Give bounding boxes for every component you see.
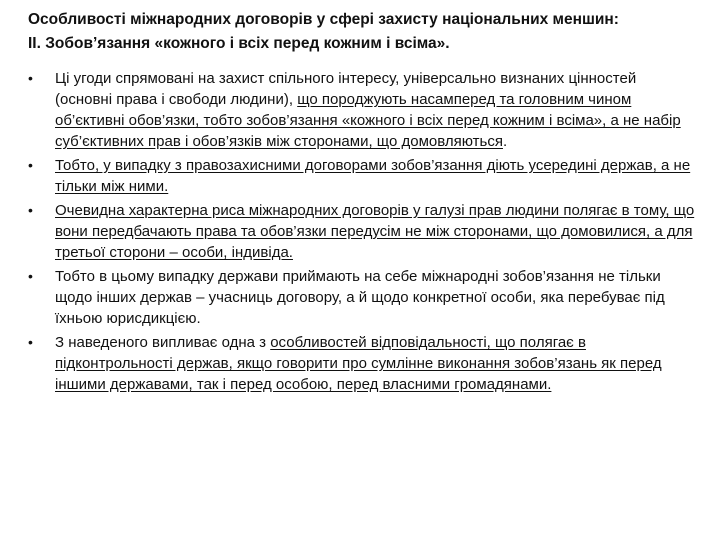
bullet-1-end-text: . bbox=[502, 133, 508, 150]
title-line-1: Особливості міжнародних договорів у сфері захисту національних меншин: bbox=[28, 11, 619, 28]
bullet-item-3 bbox=[28, 200, 696, 263]
bullet-3-underlined-text: Очевидна характерна риса міжнародних договорів у галузі прав людини полягає в тому, що вони передбачають права та обов’язки передусім не між сторонами, що домовилися, а для третьої сторони – особи, індивіда. bbox=[55, 202, 695, 261]
bullet-dot-icon: • bbox=[28, 334, 33, 350]
bullet-5-text: З наведеного випливає одна з bbox=[55, 334, 271, 351]
bullet-item-2 bbox=[28, 155, 696, 197]
bullet-list bbox=[28, 68, 696, 395]
bullet-4-text: Тобто в цьому випадку держави приймають на себе міжнародні зобов’язання не тільки щодо інших держав – учасниць договору, а й щодо конкретної особи, яка перебуває під їхньою юрисдикцією. bbox=[55, 268, 665, 327]
bullet-item-5 bbox=[28, 332, 696, 395]
bullet-item-4 bbox=[28, 266, 696, 329]
bullet-dot-icon: • bbox=[28, 268, 33, 284]
bullet-dot-icon: • bbox=[28, 202, 33, 218]
bullet-1-text: Ці угоди спрямовані на захист спільного інтересу, універсально визнаних цінностей (основні права і свободи людини), bbox=[55, 70, 637, 108]
bullet-5-underlined-text: особливостей відповідальності, що полягає в підконтрольності держав, якщо говорити про сумлінне виконання зобов’язань як перед іншими державами, так і перед особою, перед власними громадянами. bbox=[55, 334, 662, 393]
bullet-2-underlined-text: Тобто, у випадку з правозахисними договорами зобов’язання діють усередині держав, а не тільки між ними. bbox=[55, 157, 691, 195]
bullet-dot-icon: • bbox=[28, 70, 33, 86]
title-line-2: ІІ. Зобов’язання «кожного і всіх перед кожним і всіма». bbox=[28, 35, 450, 52]
slide-title bbox=[28, 8, 696, 56]
bullet-1-underlined-text: що породжують насамперед та головним чином об’єктивні обов’язки, тобто зобов’язання «кожного і всіх перед кожним і всіма», а не набір суб’єктивних прав і обов’язків між сторонами, що домовляються bbox=[55, 91, 681, 150]
bullet-dot-icon: • bbox=[28, 157, 33, 173]
bullet-item-1 bbox=[28, 68, 696, 152]
